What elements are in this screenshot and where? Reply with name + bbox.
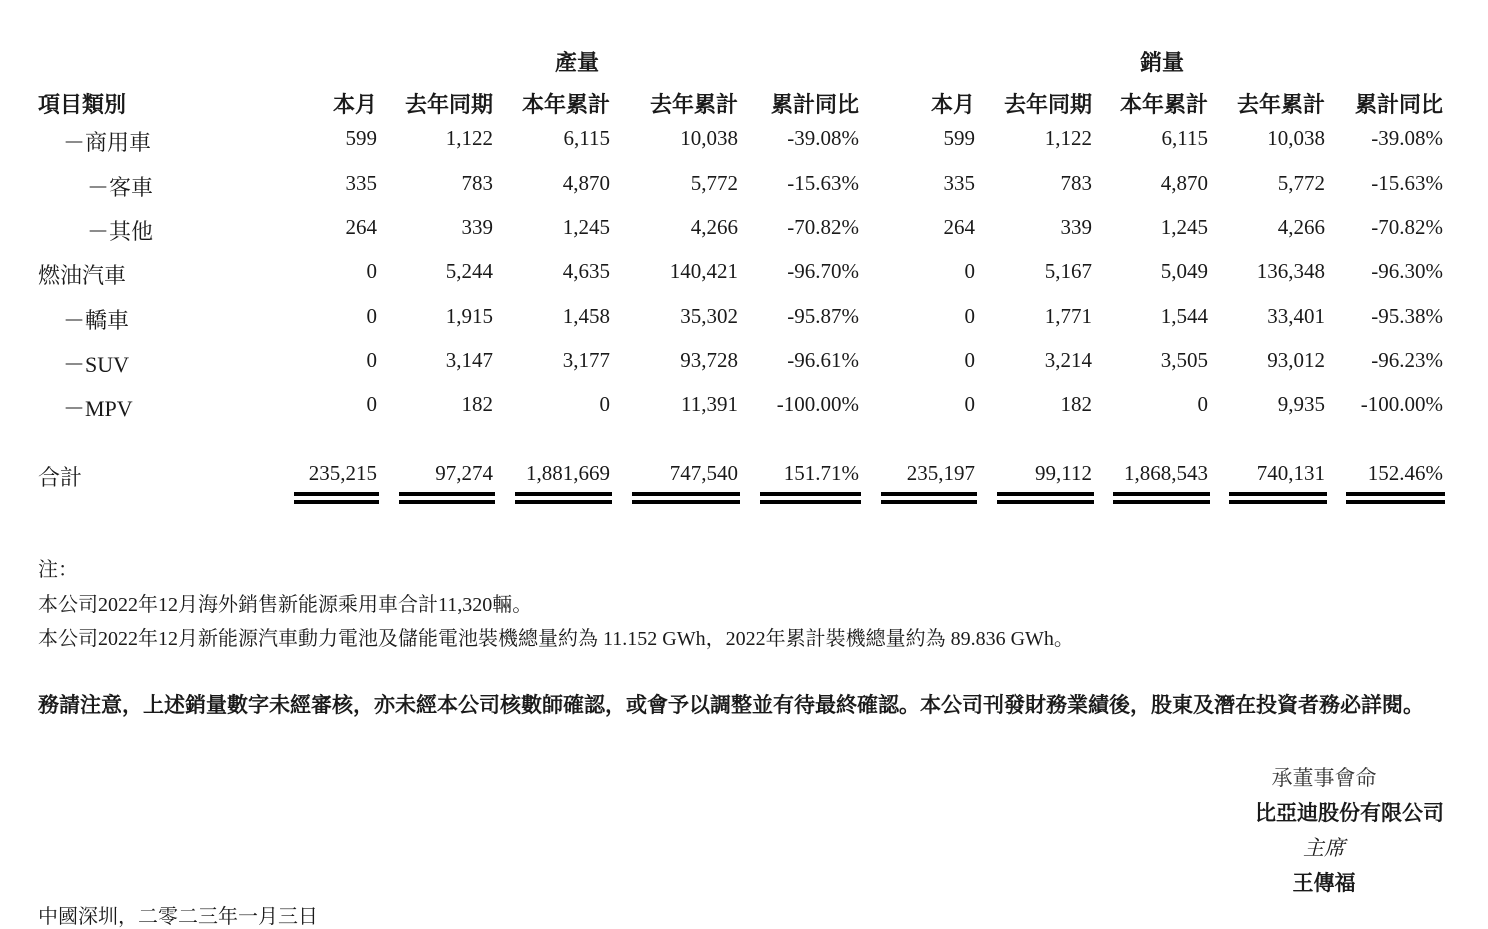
table-cell: 4,266 <box>1277 215 1325 239</box>
table-cell: 3,214 <box>1044 348 1092 372</box>
table-cell: 1,245 <box>1160 215 1208 239</box>
double-underline <box>1229 492 1327 504</box>
column-header: 累計同比 <box>1354 92 1443 117</box>
table-cell: 182 <box>1060 392 1092 416</box>
table-cell: -70.82% <box>1371 215 1443 239</box>
table-cell: -39.08% <box>1371 126 1443 150</box>
row-label: －MPV <box>63 396 133 421</box>
column-header: 去年累計 <box>649 92 738 117</box>
disclaimer-warning: 務請注意，上述銷量數字未經審核，亦未經本公司核數師確認，或會予以調整並有待最終確認。本公司刊發財務業績後，股東及潛在投資者務必詳閱。 <box>38 693 1424 717</box>
table-cell: -95.38% <box>1371 304 1443 328</box>
table-cell: 339 <box>461 215 493 239</box>
table-cell: 3,505 <box>1160 348 1208 372</box>
table-cell: 33,401 <box>1267 304 1325 328</box>
table-cell: 0 <box>964 348 975 372</box>
total-cell: 99,112 <box>1035 461 1092 485</box>
table-cell: 0 <box>1197 392 1208 416</box>
table-cell: -96.30% <box>1371 259 1443 283</box>
table-cell: -70.82% <box>787 215 859 239</box>
table-cell: 0 <box>366 392 377 416</box>
row-label: －轎車 <box>63 308 130 333</box>
table-cell: 10,038 <box>680 126 738 150</box>
table-cell: 339 <box>1060 215 1092 239</box>
table-cell: 0 <box>366 304 377 328</box>
row-label: －商用車 <box>63 130 152 155</box>
column-header: 本月 <box>332 92 377 117</box>
table-cell: 0 <box>599 392 610 416</box>
table-cell: 4,870 <box>1160 171 1208 195</box>
signature-company: 比亞迪股份有限公司 <box>1255 801 1444 825</box>
table-cell: 5,049 <box>1160 259 1208 283</box>
table-cell: 0 <box>366 348 377 372</box>
table-cell: 10,038 <box>1267 126 1325 150</box>
signature-title: 主席 <box>1303 836 1345 860</box>
total-cell: 235,197 <box>906 461 975 485</box>
table-cell: 6,115 <box>1161 126 1208 150</box>
table-cell: 4,635 <box>562 259 610 283</box>
table-cell: 0 <box>964 392 975 416</box>
table-cell: 1,771 <box>1044 304 1092 328</box>
table-cell: 140,421 <box>669 259 738 283</box>
column-header: 本年累計 <box>1119 92 1208 117</box>
table-cell: -39.08% <box>787 126 859 150</box>
table-cell: 599 <box>345 126 377 150</box>
table-cell: 3,177 <box>562 348 610 372</box>
signature-name: 王傳福 <box>1292 871 1356 895</box>
table-cell: 599 <box>943 126 975 150</box>
double-underline <box>632 492 740 504</box>
table-cell: 783 <box>461 171 493 195</box>
table-cell: 5,244 <box>445 259 493 283</box>
total-cell: 151.71% <box>783 461 859 485</box>
note-line-1: 本公司2022年12月海外銷售新能源乘用車合計11,320輛。 <box>38 594 533 616</box>
double-underline <box>997 492 1094 504</box>
total-cell: 747,540 <box>669 461 738 485</box>
row-label: 燃油汽車 <box>38 263 127 288</box>
double-underline <box>881 492 977 504</box>
column-header: 本月 <box>930 92 975 117</box>
notes-heading: 注： <box>38 559 78 581</box>
table-cell: -95.87% <box>787 304 859 328</box>
double-underline <box>1113 492 1210 504</box>
table-cell: 9,935 <box>1277 392 1325 416</box>
table-cell: 136,348 <box>1256 259 1325 283</box>
column-header: 去年同期 <box>1003 92 1092 117</box>
table-cell: 335 <box>943 171 975 195</box>
total-cell: 97,274 <box>435 461 493 485</box>
table-cell: 5,772 <box>1277 171 1325 195</box>
double-underline <box>1346 492 1445 504</box>
note-line-2: 本公司2022年12月新能源汽車動力電池及儲能電池裝機總量約為 11.152 GWh，2022年累計裝機總量約為 89.836 GWh。 <box>38 628 1074 650</box>
table-cell: 0 <box>964 304 975 328</box>
table-cell: 6,115 <box>563 126 610 150</box>
column-header: 去年累計 <box>1236 92 1325 117</box>
table-cell: 1,915 <box>445 304 493 328</box>
table-cell: -100.00% <box>1360 392 1443 416</box>
table-cell: 0 <box>964 259 975 283</box>
table-cell: 182 <box>461 392 493 416</box>
double-underline <box>515 492 612 504</box>
total-cell: 152.46% <box>1367 461 1443 485</box>
table-cell: 1,245 <box>562 215 610 239</box>
table-cell: 1,458 <box>562 304 610 328</box>
double-underline <box>294 492 379 504</box>
total-cell: 1,881,669 <box>526 461 610 485</box>
table-cell: 335 <box>345 171 377 195</box>
group-header-sales: 銷量 <box>1139 50 1185 75</box>
table-cell: 4,870 <box>562 171 610 195</box>
table-cell: 264 <box>345 215 377 239</box>
table-cell: -15.63% <box>1371 171 1443 195</box>
table-cell: -100.00% <box>776 392 859 416</box>
total-cell: 1,868,543 <box>1124 461 1208 485</box>
row-label: －其他 <box>87 219 154 244</box>
table-cell: 3,147 <box>445 348 493 372</box>
double-underline <box>399 492 495 504</box>
table-cell: 93,728 <box>680 348 738 372</box>
table-cell: 93,012 <box>1267 348 1325 372</box>
table-cell: 783 <box>1060 171 1092 195</box>
table-cell: -96.70% <box>787 259 859 283</box>
table-cell: -96.23% <box>1371 348 1443 372</box>
table-cell: 1,544 <box>1160 304 1208 328</box>
category-header: 項目類別 <box>38 92 127 117</box>
table-cell: 264 <box>943 215 975 239</box>
table-cell: -96.61% <box>787 348 859 372</box>
total-cell: 235,215 <box>308 461 377 485</box>
group-header-production: 產量 <box>554 50 600 75</box>
table-cell: 11,391 <box>681 392 738 416</box>
signature-order: 承董事會命 <box>1271 766 1377 790</box>
total-cell: 740,131 <box>1256 461 1325 485</box>
column-header: 本年累計 <box>521 92 610 117</box>
table-cell: -15.63% <box>787 171 859 195</box>
row-label: －客車 <box>87 175 154 200</box>
column-header: 累計同比 <box>770 92 859 117</box>
column-header: 去年同期 <box>404 92 493 117</box>
table-cell: 0 <box>366 259 377 283</box>
table-cell: 35,302 <box>680 304 738 328</box>
table-cell: 1,122 <box>445 126 493 150</box>
table-cell: 1,122 <box>1044 126 1092 150</box>
double-underline <box>760 492 861 504</box>
table-cell: 4,266 <box>690 215 738 239</box>
total-label: 合計 <box>38 465 83 490</box>
row-label: －SUV <box>63 352 130 377</box>
table-cell: 5,772 <box>690 171 738 195</box>
footer-place-date: 中國深圳，二零二三年一月三日 <box>38 906 318 928</box>
table-cell: 5,167 <box>1044 259 1092 283</box>
